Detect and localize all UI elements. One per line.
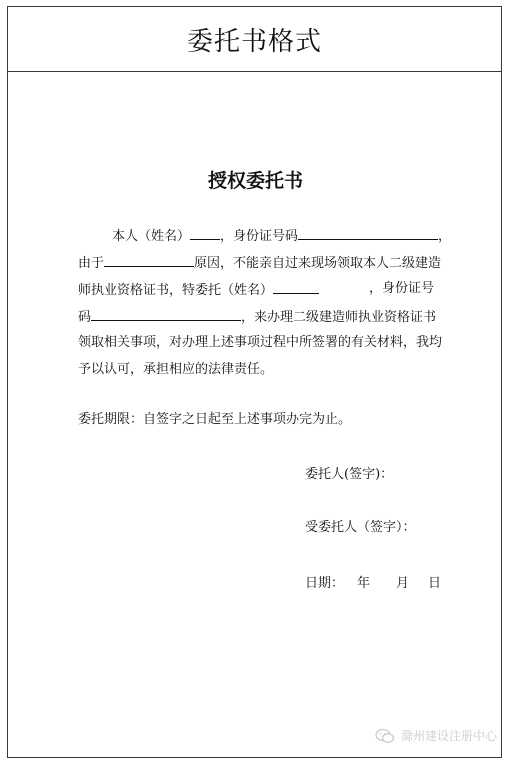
name-blank <box>190 227 220 240</box>
body-line-6: 予以认可，承担相应的法律责任。 <box>78 362 274 377</box>
agent-signature-label: 受委托人（签字）： <box>305 520 416 535</box>
watermark-text: 滁州建设注册中心 <box>400 729 497 743</box>
document-title: 授权委托书 <box>207 170 303 192</box>
document-frame <box>7 6 502 758</box>
agent-name-blank <box>273 281 319 294</box>
id-number-blank <box>298 227 438 240</box>
body-line-5: 领取相关事项，对办理上述事项过程中所签署的有关材料，我均 <box>78 335 443 350</box>
date-month: 月 <box>396 576 410 591</box>
line3-text-a: 师执业资格证书，特委托（姓名） <box>78 283 274 298</box>
date-label: 日期： <box>305 576 345 591</box>
line1-text-b: ，身份证号码 <box>220 229 299 244</box>
line2-text-b: 原因，不能亲自过来现场领取本人二级建造 <box>194 256 442 271</box>
body-line-2 <box>78 254 442 272</box>
line2-text-a: 由于 <box>78 256 105 271</box>
line1-text-a: 本人（姓名） <box>112 229 191 244</box>
header-bar <box>8 7 501 72</box>
wechat-icon <box>375 728 395 744</box>
watermark <box>375 727 497 744</box>
date-year: 年 <box>357 576 371 591</box>
header-title: 委托书格式 <box>186 26 322 57</box>
agent-id-blank <box>91 308 241 321</box>
line1-text-c: ， <box>438 229 452 244</box>
line4-text-a: 码 <box>78 310 92 325</box>
principal-signature-label: 委托人(签字)： <box>305 467 394 482</box>
line3-text-b: ，身份证号 <box>368 281 434 296</box>
body-line-1 <box>78 227 452 245</box>
line4-text-b: ，来办理二级建造师执业资格证书 <box>241 310 437 325</box>
body-line-3 <box>78 281 434 299</box>
body-line-4 <box>78 308 437 326</box>
date-day: 日 <box>428 576 442 591</box>
reason-blank <box>104 254 194 267</box>
delegation-period: 委托期限：自签字之日起至上述事项办完为止。 <box>78 412 352 427</box>
